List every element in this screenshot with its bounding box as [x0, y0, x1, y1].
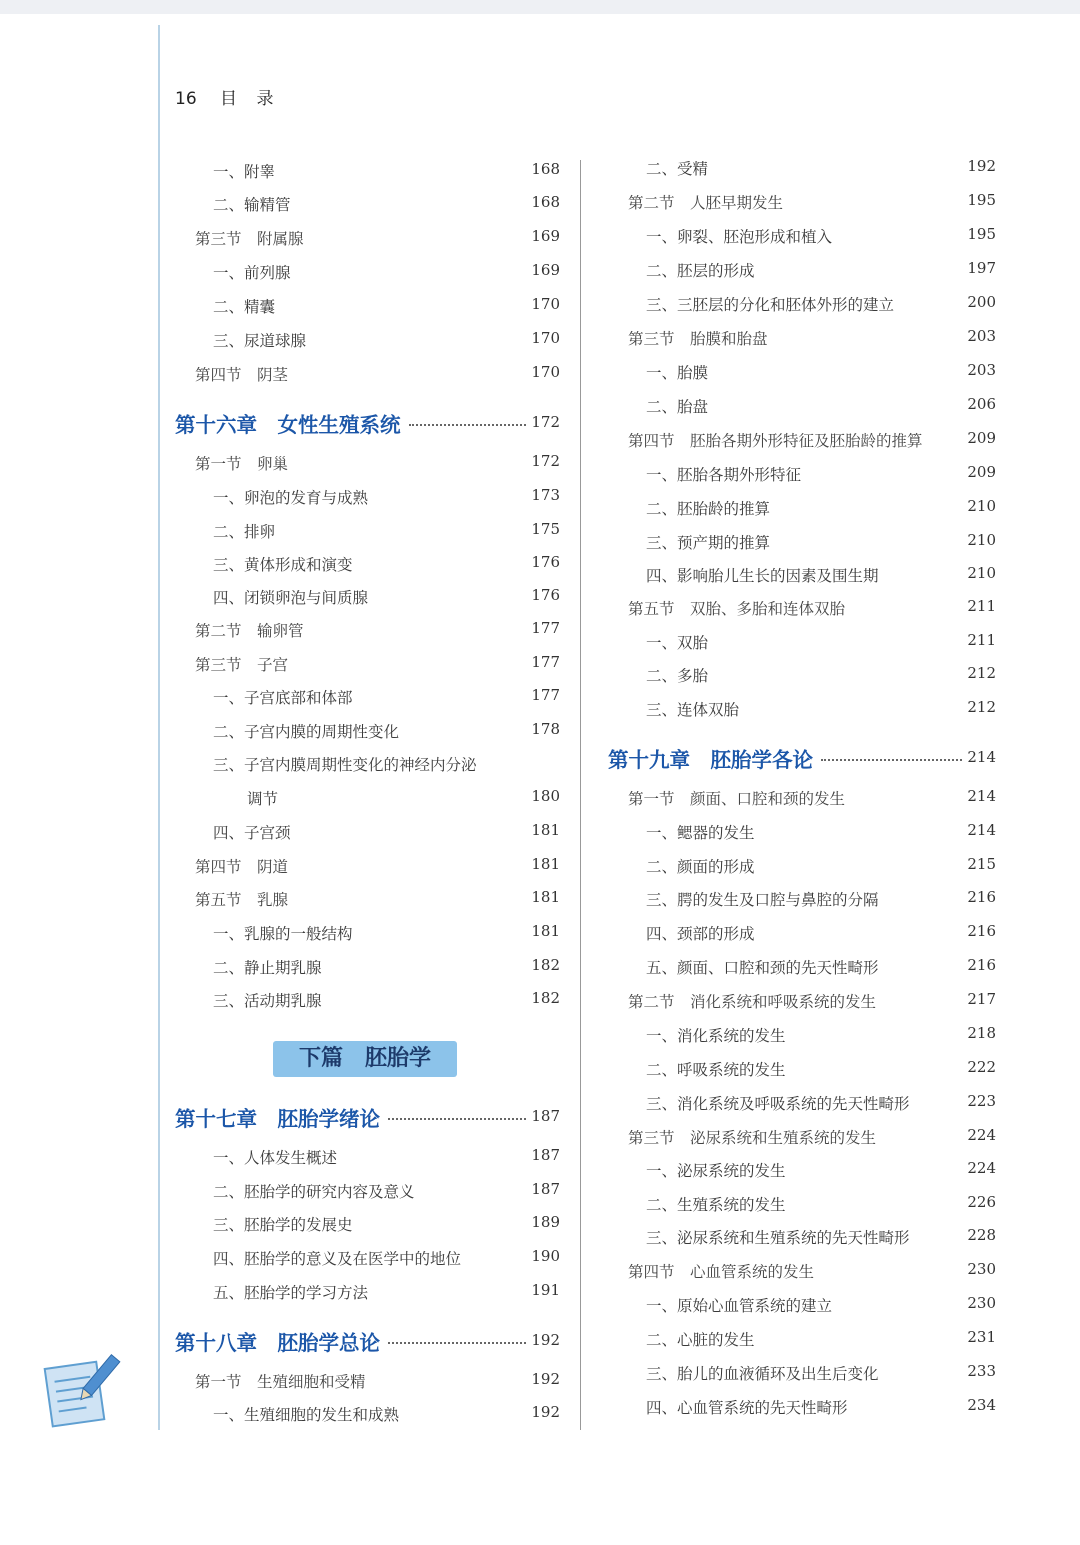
toc-item [608, 956, 996, 986]
toc-entry-title: 三、黄体形成和演变 [213, 556, 353, 574]
toc-entry-title: 三、三胚层的分化和胚体外形的建立 [646, 296, 895, 314]
toc-page-number: 228 [967, 1226, 996, 1244]
toc-entry-title: 三、胚胎学的发展史 [213, 1216, 353, 1234]
toc-entry-title: 二、生殖系统的发生 [646, 1196, 786, 1214]
toc-section [175, 363, 560, 393]
notepad-pencil-icon [42, 1350, 122, 1430]
toc-page-number: 192 [531, 1331, 560, 1349]
toc-section [608, 787, 996, 817]
toc-item [175, 787, 560, 817]
toc-item [608, 1193, 996, 1223]
toc-page-number: 170 [531, 363, 560, 381]
toc-section [608, 429, 996, 459]
toc-item [608, 1092, 996, 1122]
toc-page-number: 172 [531, 452, 560, 470]
toc-item [608, 259, 996, 289]
toc-section [608, 990, 996, 1020]
toc-page-number: 173 [531, 486, 560, 504]
toc-item [608, 922, 996, 952]
toc-section [175, 227, 560, 257]
toc-entry-title: 二、胎盘 [646, 398, 709, 416]
toc-item [175, 261, 560, 291]
toc-page-number: 218 [967, 1024, 996, 1042]
toc-entry-title: 二、颜面的形成 [646, 858, 755, 876]
toc-entry-title: 一、原始心血管系统的建立 [646, 1297, 833, 1315]
toc-page-number: 178 [531, 720, 560, 738]
toc-item [175, 295, 560, 325]
toc-entry-title: 二、呼吸系统的发生 [646, 1061, 786, 1079]
toc-entry-title: 第十九章 胚胎学各论 [608, 748, 813, 772]
toc-entry-title: 第一节 生殖细胞和受精 [195, 1373, 366, 1391]
toc-leader-dots [388, 1342, 526, 1344]
toc-entry-title: 第一节 颜面、口腔和颈的发生 [628, 790, 846, 808]
toc-entry-title: 一、乳腺的一般结构 [213, 925, 353, 943]
toc-item [175, 956, 560, 986]
toc-section [175, 653, 560, 683]
toc-entry-title: 一、附睾 [213, 163, 276, 181]
margin-rule [158, 25, 160, 1430]
toc-entry-title: 一、卵裂、胚泡形成和植入 [646, 228, 833, 246]
toc-item [175, 520, 560, 550]
toc-page-number: 214 [967, 821, 996, 839]
toc-section [608, 1260, 996, 1290]
toc-page-number: 169 [531, 227, 560, 245]
toc-item [175, 329, 560, 359]
toc-item [608, 293, 996, 323]
toc-entry-title: 第十六章 女性生殖系统 [175, 413, 401, 437]
toc-entry-title: 第三节 泌尿系统和生殖系统的发生 [628, 1129, 877, 1147]
toc-entry-title: 二、心脏的发生 [646, 1331, 755, 1349]
toc-entry-title: 四、子宫颈 [213, 824, 291, 842]
toc-page-number: 210 [967, 497, 996, 515]
toc-page-number: 203 [967, 361, 996, 379]
toc-entry-title: 一、子宫底部和体部 [213, 689, 353, 707]
page-number: 16 [175, 89, 197, 109]
toc-page-number: 215 [967, 855, 996, 873]
toc-entry-title: 二、胚胎龄的推算 [646, 500, 771, 518]
toc-page-number: 177 [531, 653, 560, 671]
toc-page-number: 180 [531, 787, 560, 805]
toc-entry-title: 二、精囊 [213, 298, 276, 316]
toc-item [175, 486, 560, 516]
toc-entry-title: 一、双胎 [646, 634, 709, 652]
toc-item [608, 1226, 996, 1256]
toc-page-number: 224 [967, 1159, 996, 1177]
toc-item [608, 1024, 996, 1054]
toc-entry-title: 第一节 卵巢 [195, 455, 289, 473]
toc-page-number: 230 [967, 1294, 996, 1312]
toc-item [608, 361, 996, 391]
toc-entry-title: 第四节 心血管系统的发生 [628, 1263, 815, 1281]
toc-entry-title: 第三节 胎膜和胎盘 [628, 330, 768, 348]
toc-page-number: 203 [967, 327, 996, 345]
toc-page-number: 211 [967, 631, 996, 649]
toc-item [608, 225, 996, 255]
toc-item [608, 631, 996, 661]
toc-entry-title: 四、颈部的形成 [646, 925, 755, 943]
toc-entry-title: 一、前列腺 [213, 264, 291, 282]
toc-page-number: 192 [531, 1370, 560, 1388]
part-banner: 下篇 胚胎学 [273, 1041, 457, 1077]
toc-page-number: 195 [967, 191, 996, 209]
toc-entry-title: 一、消化系统的发生 [646, 1027, 786, 1045]
toc-section [608, 327, 996, 357]
toc-item [608, 664, 996, 694]
toc-item [175, 553, 560, 583]
toc-page-number: 190 [531, 1247, 560, 1265]
toc-page-number: 187 [531, 1180, 560, 1198]
toc-entry-title: 五、胚胎学的学习方法 [213, 1284, 369, 1302]
toc-item [175, 1180, 560, 1210]
toc-entry-title: 一、胎膜 [646, 364, 709, 382]
toc-entry-title: 一、人体发生概述 [213, 1149, 338, 1167]
toc-page-number: 216 [967, 922, 996, 940]
toc-entry-title: 五、颜面、口腔和颈的先天性畸形 [646, 959, 879, 977]
toc-chapter [175, 1326, 560, 1360]
toc-entry-title: 三、子宫内膜周期性变化的神经内分泌 [213, 756, 477, 774]
toc-page-number: 206 [967, 395, 996, 413]
top-band [0, 0, 1080, 14]
toc-entry-title: 一、胚胎各期外形特征 [646, 466, 802, 484]
header-title-char-1: 目 [220, 89, 238, 109]
toc-page-number: 192 [531, 1403, 560, 1421]
toc-page-number: 177 [531, 686, 560, 704]
toc-entry-title: 四、影响胎儿生长的因素及围生期 [646, 567, 879, 585]
toc-section [175, 888, 560, 918]
toc-entry-title: 四、心血管系统的先天性畸形 [646, 1399, 848, 1417]
toc-chapter [608, 743, 996, 777]
toc-entry-title: 三、活动期乳腺 [213, 992, 322, 1010]
toc-page-number: 175 [531, 520, 560, 538]
toc-entry-title: 二、多胎 [646, 667, 709, 685]
toc-page-number: 195 [967, 225, 996, 243]
toc-entry-title: 第四节 阴道 [195, 858, 289, 876]
toc-page-number: 214 [967, 787, 996, 805]
toc-item [608, 698, 996, 728]
toc-item [175, 1213, 560, 1243]
toc-section [175, 619, 560, 649]
toc-entry-title: 三、预产期的推算 [646, 534, 771, 552]
toc-entry-title: 三、消化系统及呼吸系统的先天性畸形 [646, 1095, 910, 1113]
toc-page-number: 234 [967, 1396, 996, 1414]
toc-entry-title: 第五节 乳腺 [195, 891, 289, 909]
toc-item [608, 157, 996, 187]
toc-item [608, 1328, 996, 1358]
toc-chapter [175, 408, 560, 442]
toc-page-number: 177 [531, 619, 560, 637]
toc-page-number: 189 [531, 1213, 560, 1231]
toc-page-number: 168 [531, 193, 560, 211]
toc-page-number: 209 [967, 429, 996, 447]
toc-page-number: 168 [531, 160, 560, 178]
toc-page-number: 216 [967, 956, 996, 974]
toc-page-number: 192 [967, 157, 996, 175]
toc-page-number: 223 [967, 1092, 996, 1110]
toc-entry-title: 第三节 子宫 [195, 656, 289, 674]
toc-page-number: 200 [967, 293, 996, 311]
toc-entry-title: 第十八章 胚胎学总论 [175, 1331, 380, 1355]
toc-page-number: 182 [531, 989, 560, 1007]
toc-item [608, 395, 996, 425]
toc-page-number: 233 [967, 1362, 996, 1380]
toc-page-number: 182 [531, 956, 560, 974]
toc-page-number: 187 [531, 1107, 560, 1125]
toc-item [175, 989, 560, 1019]
toc-page-number: 210 [967, 531, 996, 549]
toc-page-number: 224 [967, 1126, 996, 1144]
toc-page-number: 226 [967, 1193, 996, 1211]
toc-item [608, 531, 996, 561]
toc-page-number: 181 [531, 888, 560, 906]
toc-item [608, 1159, 996, 1189]
toc-page-number: 181 [531, 821, 560, 839]
toc-entry-title: 二、胚胎学的研究内容及意义 [213, 1183, 415, 1201]
toc-entry-title: 一、生殖细胞的发生和成熟 [213, 1406, 400, 1424]
toc-page-number: 169 [531, 261, 560, 279]
toc-section [175, 855, 560, 885]
toc-entry-title: 二、排卵 [213, 523, 276, 541]
toc-item [608, 855, 996, 885]
toc-page-number: 212 [967, 698, 996, 716]
toc-entry-title: 第四节 胚胎各期外形特征及胚胎龄的推算 [628, 432, 923, 450]
toc-item [175, 160, 560, 190]
header-title-char-2: 录 [256, 89, 274, 109]
toc-item [175, 922, 560, 952]
toc-page-number: 231 [967, 1328, 996, 1346]
toc-page-number: 210 [967, 564, 996, 582]
toc-item [175, 193, 560, 223]
toc-entry-title: 一、鳃器的发生 [646, 824, 755, 842]
toc-page-number: 212 [967, 664, 996, 682]
toc-entry-title: 第五节 双胎、多胎和连体双胎 [628, 600, 846, 618]
toc-item [175, 686, 560, 716]
toc-entry-title: 二、胚层的形成 [646, 262, 755, 280]
toc-page-number: 214 [967, 748, 996, 766]
toc-page-number: 197 [967, 259, 996, 277]
toc-item [608, 1396, 996, 1426]
toc-section [608, 1126, 996, 1156]
toc-item [175, 1247, 560, 1277]
column-divider [580, 160, 581, 1430]
toc-item [608, 497, 996, 527]
toc-page-number: 170 [531, 329, 560, 347]
toc-entry-title: 四、胚胎学的意义及在医学中的地位 [213, 1250, 462, 1268]
toc-page-number: 187 [531, 1146, 560, 1164]
toc-page-number: 217 [967, 990, 996, 1008]
toc-page-number: 191 [531, 1281, 560, 1299]
toc-page-number: 172 [531, 413, 560, 431]
toc-entry-title: 二、输精管 [213, 196, 291, 214]
toc-entry-title: 三、连体双胎 [646, 701, 740, 719]
toc-page-number: 181 [531, 855, 560, 873]
toc-entry-title: 一、卵泡的发育与成熟 [213, 489, 369, 507]
toc-entry-title: 四、闭锁卵泡与间质腺 [213, 589, 369, 607]
toc-entry-title: 调节 [247, 790, 279, 808]
toc-entry-title: 第二节 输卵管 [195, 622, 304, 640]
toc-item [175, 821, 560, 851]
toc-chapter [175, 1102, 560, 1136]
toc-section [175, 452, 560, 482]
toc-page-number: 181 [531, 922, 560, 940]
toc-entry-title: 一、泌尿系统的发生 [646, 1162, 786, 1180]
toc-page-number: 222 [967, 1058, 996, 1076]
toc-page-number: 211 [967, 597, 996, 615]
toc-entry-title: 第二节 消化系统和呼吸系统的发生 [628, 993, 877, 1011]
toc-entry-title: 三、泌尿系统和生殖系统的先天性畸形 [646, 1229, 910, 1247]
toc-item [608, 564, 996, 594]
toc-leader-dots [388, 1118, 526, 1120]
toc-page-number: 230 [967, 1260, 996, 1278]
toc-item [608, 888, 996, 918]
toc-page-number: 176 [531, 553, 560, 571]
toc-entry-title: 第三节 附属腺 [195, 230, 304, 248]
toc-item [175, 1281, 560, 1311]
toc-entry-title: 三、尿道球腺 [213, 332, 307, 350]
toc-item [175, 753, 560, 783]
toc-entry-title: 三、腭的发生及口腔与鼻腔的分隔 [646, 891, 879, 909]
toc-entry-title: 第十七章 胚胎学绪论 [175, 1107, 380, 1131]
toc-item [175, 1146, 560, 1176]
toc-item [175, 720, 560, 750]
toc-entry-title: 第二节 人胚早期发生 [628, 194, 784, 212]
toc-item [175, 586, 560, 616]
toc-item [608, 821, 996, 851]
toc-leader-dots [409, 424, 526, 426]
toc-leader-dots [821, 759, 962, 761]
toc-entry-title: 二、子宫内膜的周期性变化 [213, 723, 400, 741]
toc-item [608, 1294, 996, 1324]
toc-page-number: 170 [531, 295, 560, 313]
toc-item [175, 1403, 560, 1433]
toc-entry-title: 二、静止期乳腺 [213, 959, 322, 977]
page-header [175, 84, 273, 109]
toc-page-number: 176 [531, 586, 560, 604]
toc-item [608, 463, 996, 493]
toc-page-number: 216 [967, 888, 996, 906]
toc-item [608, 1058, 996, 1088]
toc-section [608, 191, 996, 221]
toc-entry-title: 二、受精 [646, 160, 709, 178]
toc-entry-title: 三、胎儿的血液循环及出生后变化 [646, 1365, 879, 1383]
toc-item [608, 1362, 996, 1392]
toc-section [608, 597, 996, 627]
toc-section [175, 1370, 560, 1400]
toc-entry-title: 第四节 阴茎 [195, 366, 289, 384]
toc-page-number: 209 [967, 463, 996, 481]
